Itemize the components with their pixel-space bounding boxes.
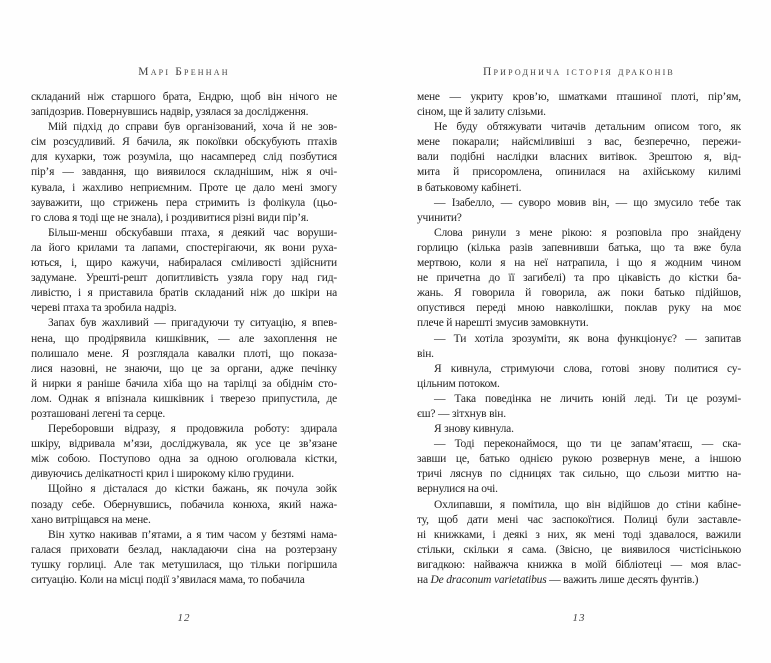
text-line: Не буду обтяжувати читачів детальним описом того, як [434, 121, 741, 134]
page-number-left: 12 [177, 612, 191, 624]
text-line: го слова я тоді ще не знала), і роздивитися різні види пір’я. [31, 211, 309, 224]
text-line: учинити? [417, 211, 462, 224]
text-line: завши це, батько однією рукою розвернув мене, а іншою [417, 453, 741, 466]
text-line: сіном, ще й залиту слізьми. [417, 106, 546, 119]
text-line: для кухарки, тож розуміла, що насамперед слід позбутися [31, 151, 337, 164]
text-line: жань. Я говорила й говорила, аж поки батько підійшов, [417, 287, 741, 300]
text-line: кувала, і жахливо неприємним. Проте це дало мені змогу [31, 181, 337, 194]
text-line: Мій підхід до справи був організований, хоча й не зов- [48, 121, 337, 134]
text-line: мене — укриту кров’ю, шматками пташиної плоті, пір’ям, [417, 91, 741, 103]
text-line: вали подібні наслідки власних витівок. Зрештою я, від- [417, 151, 741, 164]
text-line: — Тоді переконаймося, що ти це запам’ятаєш, — ска- [434, 438, 741, 451]
text-line: в батьковому кабінеті. [417, 181, 522, 194]
text-line: Запах був жахливий — пригадуючи ту ситуацію, я впев- [48, 317, 337, 330]
text-line: полишало мене. Я розглядала кавалки плоті, що показа- [31, 347, 337, 360]
text-line: галася приховати безлад, накладаючи сіна на розтерзану [31, 543, 337, 556]
text-line: не причетна до її загибелі) та про цікавість до кістки ба- [417, 272, 741, 285]
text-line: мене покарали; найсміливіші з вас, безперечно, пережи- [417, 136, 741, 149]
text-line: вигадкою: найважча книжка в моїй бібліотеці — моя влас- [417, 558, 741, 571]
text-line: Переборовши відразу, я продовжила роботу: здирала [48, 423, 337, 436]
running-head-title: Природнича історія драконів [483, 66, 675, 78]
text-line: єш? — зітхнув він. [417, 407, 506, 420]
text-line: сім розсудливий. Я бачила, як покоївки обскубують птахів [31, 136, 337, 149]
text-line: між собою. Поступово одна за одною оголювала кістки, [31, 453, 337, 466]
text-line: — Ізабелло, — суворо мовив він, — що змусило тебе так [434, 196, 741, 209]
text-line: ла його крилами та лапами, спостерігаючи, як вони руха- [31, 241, 337, 254]
text-line: вернулися на очі. [417, 483, 498, 496]
text-line: Слова ринули з мене рікою: я розповіла про знайдену [434, 226, 741, 239]
text-line: Я кивнула, стримуючи слова, готові знову политися су- [434, 362, 741, 375]
text-line: розташовані легені та серце. [31, 407, 166, 420]
text-line: лом. Однак я впізнала кишківник і тверезо припустила, де [31, 392, 337, 405]
text-line: позаду себе. Обернувшись, побачила конюха, який нажа- [31, 498, 337, 511]
text-line: ні книжками, і деякі з них, як мені тоді здавалося, важили [417, 528, 741, 541]
text-line: складаний ніж старшого брата, Ендрю, щоб він нічого не [31, 91, 337, 103]
text-line: зауважити, що стрижень пера стримить із фолікула (цьо- [31, 196, 337, 209]
text-line: Щойно я дісталася до кістки бажань, як почула зойк [48, 483, 337, 496]
text-line: на De draconum varietatibus — важить лише десять фунтів.) [417, 574, 699, 586]
text-line: мертвою, коли я на неї натрапила, і що я жодним чином [417, 257, 741, 270]
text-line: — Така поведінка не личить юній леді. Ти це розумі- [434, 392, 741, 405]
page-text-left [31, 90, 337, 588]
text-line: цільним потоком. [417, 377, 500, 390]
text-line: Більш-менш обскубавши птаха, я деякий час воруши- [48, 226, 337, 239]
page-text-right [417, 90, 741, 588]
running-head-author: Марі Бреннан [138, 66, 230, 78]
text-line: він. [417, 347, 434, 360]
text-line: нена, що продірявила кишківник, — але захоплення не [31, 332, 337, 345]
text-line: лися назовні, не знаючи, що це за органи, адже печінку [31, 362, 337, 375]
text-line: Охлипавши, я помітила, що він відійшов до стіни кабіне- [434, 498, 741, 511]
text-line: хано витріщався на мене. [31, 513, 151, 526]
text-line: запідозрив. Повернувшись надвір, узялася за дослідження. [31, 106, 309, 119]
text-line: тушку горлиці. Але так метушилася, що тільки погіршила [31, 558, 337, 571]
text-line: плече й нарешті змусив замовкнути. [417, 317, 589, 330]
text-line: пір’я — завдання, що виявилося складнішим, ніж я очі- [31, 166, 337, 179]
page-right [417, 0, 741, 663]
text-line: задумане. Урешті-решт допитливість узяла гору над гид- [31, 272, 337, 285]
page-number-right: 13 [572, 612, 586, 624]
text-line: горлицю (кілька разів запевнивши батька, що та вже була [417, 241, 741, 254]
text-line: Я знову кивнула. [434, 423, 514, 436]
page-left [31, 0, 337, 663]
text-line: ситуацію. Коли на місці події з’явилася мама, то побачила [31, 574, 305, 586]
text-line: ливістю, і я приставила братів складаний ніж до шкіри на [31, 287, 337, 300]
text-line: череві птаха та зробила надріз. [31, 302, 177, 315]
text-line: стільки, скільки я сама. (Звісно, це виявилося чистісінькою [417, 543, 741, 556]
text-line: мита й присоромлена, опинилася на ахійському килимі [417, 166, 741, 179]
text-line: шкіру, відривала м’язи, досліджувала, як усе це зв’язане [31, 438, 337, 451]
text-line: опустився переді мною навколішки, поклав руку на моє [417, 302, 741, 315]
text-line: — Ти хотіла зрозуміти, як вона функціонує? — запитав [434, 332, 741, 345]
text-line: Він хутко накивав п’ятами, а я тим часом у безтямі нама- [48, 528, 337, 541]
text-line: дивуючись делікатності крил і широкому кілю грудини. [31, 468, 294, 481]
text-line: ються, і, щиро кажучи, набиралася сміливості здійснити [31, 257, 337, 270]
text-line: ту, щоб дати мені час заспокоїтися. Полиці були заставле- [417, 513, 741, 526]
text-line: й нирки я раніше бачила хіба що на тарілці за обіднім сто- [31, 377, 337, 390]
text-line: тричі ляснув по сідницях так сильно, що сльози миттю на- [417, 468, 741, 481]
